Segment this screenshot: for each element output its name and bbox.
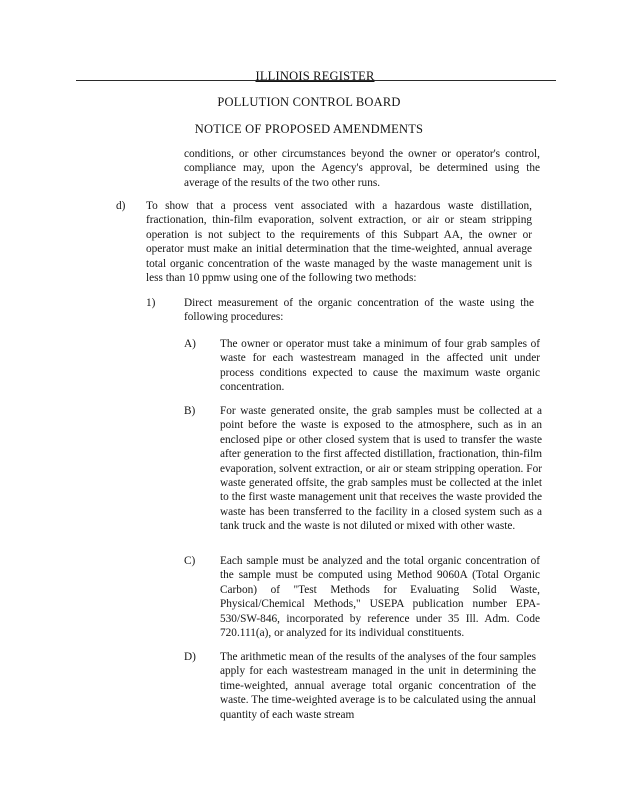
item-b-paragraph: For waste generated onsite, the grab samples must be collected at a point before the waste is exposed to the atmosphere, such as in an enclosed pipe or other closed system that is used to transfer the waste after generation to the first affected distillation, fractionation, thin-film evaporation, solvent extraction, or air or steam stripping operation. For waste generated offsite, the grab samples must be collected at the inlet to the first waste management unit that receives the waste provided the waste has been transferred to the facility in a closed system such as a tank truck and the waste is not diluted or mixed with other waste. [220, 405, 542, 533]
item-c-paragraph: Each sample must be analyzed and the total organic concentration of the sample must be computed using Method 9060A (Total Organic Carbon) of "Test Methods for Evaluating Solid Waste, Physical/Chemical Methods," USEPA publication number EPA-530/SW-846, incorporated by reference under 35 Ill. Adm. Code 720.111(a), or analyzed for its individual constituents. [220, 555, 540, 640]
item-c-marker: C) [184, 555, 196, 567]
item-d-paragraph: To show that a process vent associated with a hazardous waste distillation, fractionation, thin-film evaporation, solvent extraction, or air or steam stripping operation is not subject to the requirements of this Subpart AA, the owner or operator must make an initial determination that the time-weighted, annual average total organic concentration of the waste managed by the waste management unit is less than 10 ppmw using one of the following two methods: [146, 200, 532, 285]
register-title: ILLINOIS REGISTER [255, 69, 375, 83]
item-b-marker: B) [184, 405, 196, 417]
item-1-paragraph: Direct measurement of the organic concentration of the waste using the following procedures: [184, 297, 534, 324]
item-d-marker: d) [116, 200, 126, 212]
item-1-marker: 1) [146, 297, 156, 309]
notice-title: NOTICE OF PROPOSED AMENDMENTS [194, 122, 424, 136]
item-a-marker: A) [184, 338, 196, 350]
item-dd-marker: D) [184, 651, 196, 663]
item-dd-paragraph: The arithmetic mean of the results of the analyses of the four samples apply for each wastestream managed in the unit in determining the time-weighted, annual average total organic concentration of the waste. The time-weighted average is to be calculated using the annual quantity of each waste stream [220, 651, 536, 721]
item-a-paragraph: The owner or operator must take a minimum of four grab samples of waste for each wastestream managed in the affected unit under process conditions expected to cause the maximum waste organic concentration. [220, 338, 540, 394]
continuation-paragraph: conditions, or other circumstances beyond the owner or operator's control, compliance may, upon the Agency's approval, be determined using the average of the results of the two other runs. [184, 148, 540, 189]
board-title: POLLUTION CONTROL BOARD [217, 95, 401, 109]
